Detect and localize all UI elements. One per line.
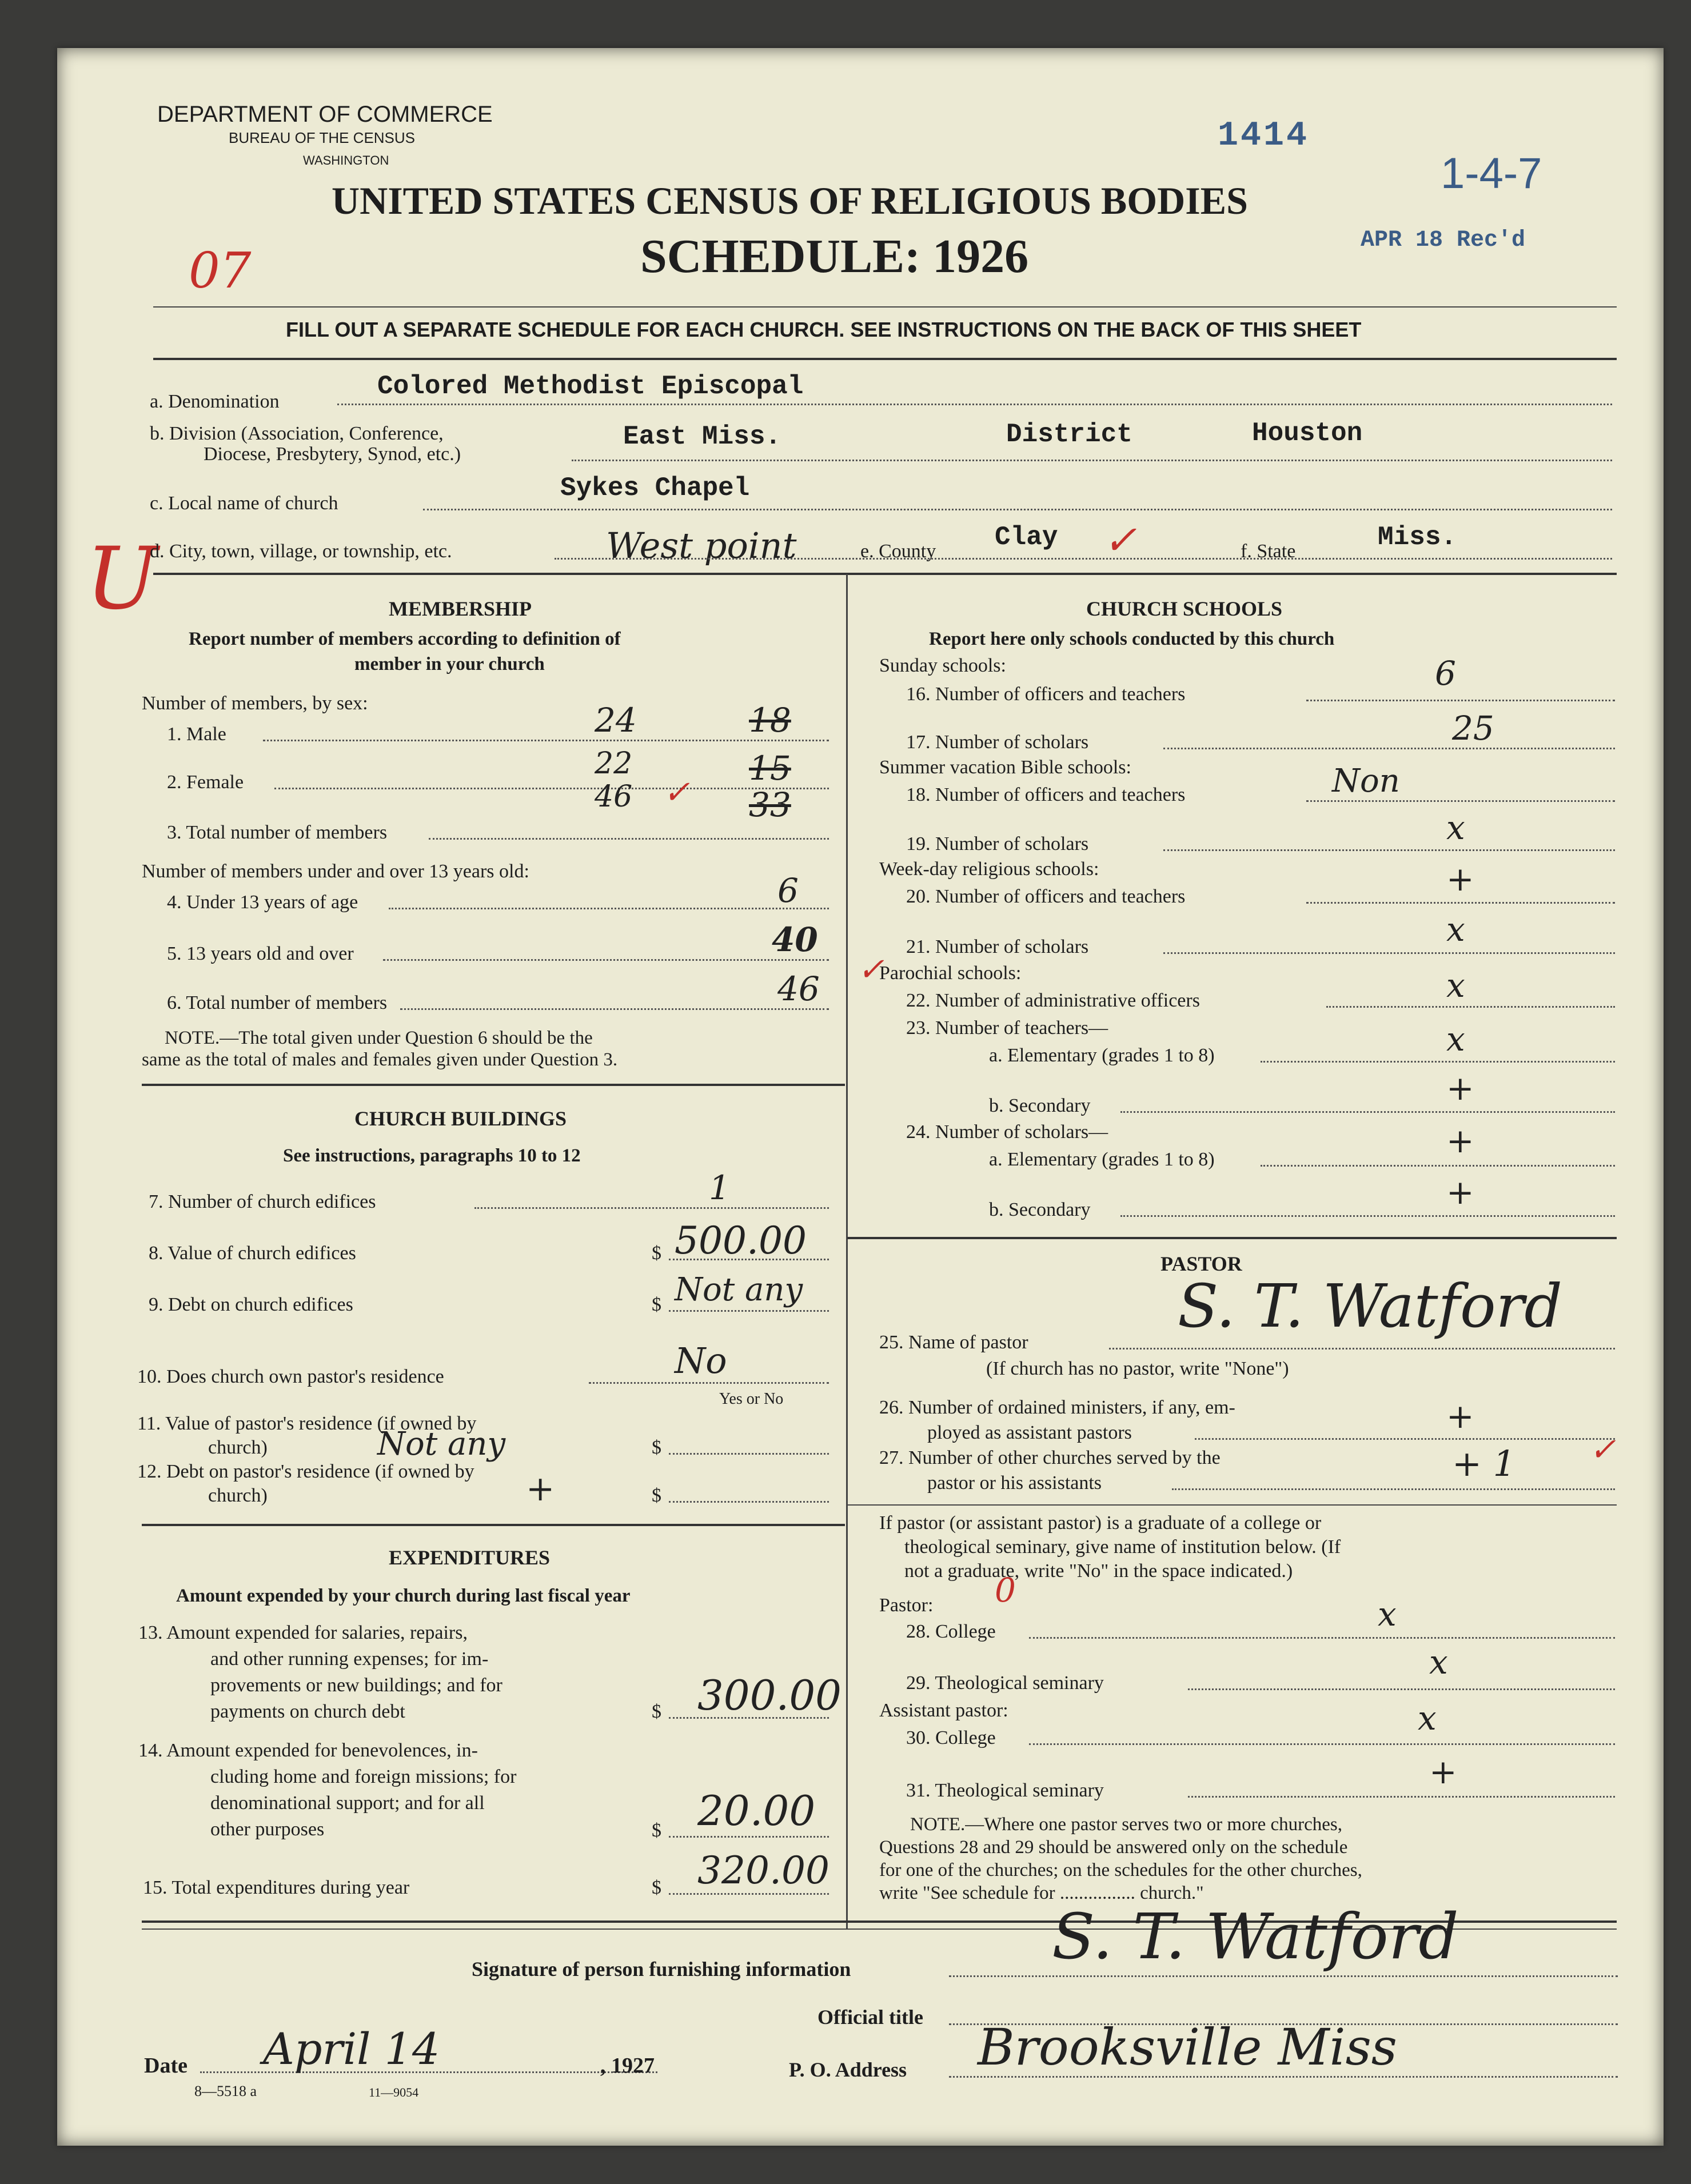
- q18-label: 18. Number of officers and teachers: [906, 784, 1186, 805]
- q3-old: 33: [749, 785, 791, 824]
- buildings-sub: See instructions, paragraphs 10 to 12: [283, 1145, 581, 1166]
- q25-value: S. T. Watford: [1178, 1271, 1562, 1341]
- q6-label: 6. Total number of members: [167, 992, 388, 1013]
- q4-value: 6: [777, 871, 799, 910]
- signature-value: S. T. Watford: [1052, 1900, 1459, 1973]
- q29-label: 29. Theological seminary: [906, 1672, 1104, 1694]
- q28-label: 28. College: [906, 1621, 996, 1642]
- q3-label: 3. Total number of members: [167, 822, 388, 843]
- division-label: b. Division (Association, Conference,: [150, 423, 444, 444]
- stamp-code: 1-4-7: [1441, 149, 1542, 198]
- date-label: Date: [144, 2054, 188, 2078]
- washington: WASHINGTON: [303, 153, 389, 167]
- q15-dollar: $: [652, 1877, 661, 1898]
- local-name-label: c. Local name of church: [150, 493, 338, 514]
- weekday-schools-label: Week-day religious schools:: [879, 859, 1099, 880]
- city-label: d. City, town, village, or township, etc.: [150, 541, 452, 562]
- schedule-title: SCHEDULE: 1926: [640, 230, 1029, 283]
- q19-label: 19. Number of scholars: [906, 833, 1089, 855]
- q14-label-3: denominational support; and for all: [210, 1792, 485, 1814]
- q30-label: 30. College: [906, 1727, 996, 1748]
- q2-old: 15: [749, 749, 791, 788]
- red-check-q3: ✓: [663, 774, 690, 811]
- pastor-title: PASTOR: [1160, 1252, 1242, 1275]
- graduate-text-3: not a graduate, write "No" in the space indicated.): [904, 1560, 1293, 1582]
- division-value: East Miss.: [623, 422, 781, 452]
- q10-label: 10. Does church own pastor's residence: [137, 1366, 444, 1387]
- instruction-line: FILL OUT A SEPARATE SCHEDULE FOR EACH CHURCH. SEE INSTRUCTIONS ON THE BACK OF THIS SHEET: [286, 318, 1362, 341]
- q25-note: (If church has no pastor, write "None"): [986, 1358, 1289, 1379]
- signature-label: Signature of person furnishing information: [472, 1958, 851, 1981]
- q5-value: 40: [772, 920, 818, 959]
- q12-label-2: church): [208, 1485, 268, 1506]
- membership-title: MEMBERSHIP: [389, 597, 532, 620]
- parochial-schools-label: Parochial schools:: [879, 963, 1022, 984]
- q10-value: No: [675, 1340, 727, 1382]
- official-title-label: Official title: [817, 2006, 923, 2029]
- age-label: Number of members under and over 13 years old:: [142, 861, 529, 882]
- q14-label-1: 14. Amount expended for benevolences, in-: [138, 1740, 478, 1761]
- county-value: Clay: [995, 522, 1058, 552]
- q24a-value: +: [1446, 1121, 1474, 1160]
- department: DEPARTMENT OF COMMERCE: [157, 102, 493, 127]
- q8-label: 8. Value of church edifices: [149, 1243, 356, 1264]
- schools-title: CHURCH SCHOOLS: [1086, 597, 1283, 620]
- form-number-1: 8—5518 a: [194, 2083, 257, 2099]
- q14-dollar: $: [652, 1820, 661, 1841]
- received-stamp: APR 18 Rec'd: [1361, 227, 1526, 253]
- q2-label: 2. Female: [167, 772, 244, 793]
- q13-label-2: and other running expenses; for im-: [210, 1648, 489, 1670]
- q1-old: 18: [749, 701, 791, 740]
- q12-label: 12. Debt on pastor's residence (if owned by: [137, 1461, 474, 1482]
- q16-value: 6: [1435, 654, 1456, 693]
- q24b-value: +: [1446, 1173, 1474, 1212]
- q23a-value: x: [1446, 1020, 1465, 1059]
- q13-label-3: provements or new buildings; and for: [210, 1675, 502, 1696]
- q22-label: 22. Number of administrative officers: [906, 990, 1200, 1011]
- sunday-schools-label: Sunday schools:: [879, 655, 1006, 676]
- q12-value: +: [526, 1469, 555, 1509]
- q4-label: 4. Under 13 years of age: [167, 892, 358, 913]
- q2-value: 22: [595, 746, 633, 781]
- pastor-note-2: Questions 28 and 29 should be answered only on the schedule: [879, 1837, 1348, 1858]
- county-label: e. County: [860, 541, 936, 562]
- form-number-2: 11—9054: [369, 2085, 419, 2099]
- assistant-pastor-label: Assistant pastor:: [879, 1700, 1008, 1721]
- graduate-text-2: theological seminary, give name of institution below. (If: [904, 1536, 1341, 1558]
- bureau: BUREAU OF THE CENSUS: [229, 129, 416, 146]
- q29-value: x: [1429, 1643, 1448, 1682]
- q9-value: Not any: [675, 1271, 803, 1308]
- q9-dollar: $: [652, 1294, 661, 1315]
- local-name-value: Sykes Chapel: [560, 473, 750, 503]
- q17-label: 17. Number of scholars: [906, 732, 1089, 753]
- denomination-value: Colored Methodist Episcopal: [377, 372, 804, 401]
- q23b-value: +: [1446, 1069, 1474, 1108]
- q23b-label: b. Secondary: [989, 1095, 1091, 1116]
- q14-label-2: cluding home and foreign missions; for: [210, 1766, 517, 1787]
- membership-sub-2: member in your church: [354, 654, 545, 674]
- q26-value: +: [1446, 1397, 1474, 1436]
- census-schedule-sheet: [57, 48, 1664, 2146]
- state-label: f. State: [1241, 541, 1296, 562]
- q8-value: 500.00: [675, 1219, 807, 1263]
- q6-value: 46: [777, 969, 820, 1008]
- yes-no-hint: Yes or No: [719, 1390, 784, 1408]
- summer-schools-label: Summer vacation Bible schools:: [879, 757, 1131, 778]
- q1-label: 1. Male: [167, 724, 226, 745]
- buildings-title: CHURCH BUILDINGS: [354, 1107, 567, 1130]
- denomination-label: a. Denomination: [150, 391, 280, 412]
- red-check-q27: ✓: [1589, 1431, 1616, 1468]
- q14-label-4: other purposes: [210, 1819, 325, 1840]
- red-u-mark: U: [86, 529, 158, 629]
- membership-note-1: NOTE.—The total given under Question 6 should be the: [165, 1028, 593, 1048]
- q13-label-1: 13. Amount expended for salaries, repairs,: [138, 1622, 468, 1643]
- q25-label: 25. Name of pastor: [879, 1332, 1028, 1353]
- form-title: UNITED STATES CENSUS OF RELIGIOUS BODIES: [332, 179, 1248, 222]
- q26-label-1: 26. Number of ordained ministers, if any, em-: [879, 1397, 1235, 1418]
- city-value: West point: [606, 525, 797, 566]
- division-district: District: [1006, 420, 1132, 449]
- q14-value: 20.00: [697, 1787, 816, 1835]
- q11-dollar: $: [652, 1437, 661, 1458]
- q21-label: 21. Number of scholars: [906, 936, 1089, 957]
- by-sex-label: Number of members, by sex:: [142, 693, 368, 714]
- q13-dollar: $: [652, 1701, 661, 1722]
- q24b-label: b. Secondary: [989, 1199, 1091, 1220]
- q17-value: 25: [1452, 709, 1494, 748]
- q18-value: Non: [1332, 762, 1400, 800]
- q23-label: 23. Number of teachers—: [906, 1017, 1108, 1039]
- stamp-number: 1414: [1218, 117, 1310, 155]
- q5-label: 5. 13 years old and over: [167, 943, 354, 964]
- q21-value: x: [1446, 910, 1465, 949]
- red-mark: 07: [189, 242, 252, 300]
- q13-label-4: payments on church debt: [210, 1701, 405, 1722]
- q31-value: +: [1429, 1752, 1457, 1791]
- q20-label: 20. Number of officers and teachers: [906, 886, 1186, 907]
- q16-label: 16. Number of officers and teachers: [906, 684, 1186, 705]
- pastor-note-3: for one of the churches; on the schedules for the other churches,: [879, 1860, 1362, 1880]
- pastor-sub-label: Pastor:: [879, 1595, 934, 1616]
- po-address-label: P. O. Address: [789, 2058, 907, 2081]
- q27-label-2: pastor or his assistants: [927, 1472, 1102, 1494]
- year-value: , 1927: [600, 2054, 655, 2078]
- membership-sub-1: Report number of members according to definition of: [189, 629, 621, 649]
- q1-value: 24: [595, 701, 637, 740]
- red-check-q6: ✓: [858, 951, 884, 988]
- q30-value: x: [1418, 1699, 1437, 1738]
- date-value: April 14: [263, 2023, 440, 2074]
- q3-new-total: 46: [595, 780, 633, 814]
- po-address-value: Brooksville Miss: [978, 2018, 1397, 2077]
- q20-value: +: [1446, 860, 1474, 899]
- q31-label: 31. Theological seminary: [906, 1780, 1104, 1801]
- q24a-label: a. Elementary (grades 1 to 8): [989, 1149, 1215, 1170]
- pastor-note-1: NOTE.—Where one pastor serves two or more churches,: [910, 1814, 1342, 1835]
- q27-value: + 1: [1452, 1443, 1516, 1484]
- division-label-2: Diocese, Presbytery, Synod, etc.): [204, 444, 461, 465]
- q7-label: 7. Number of church edifices: [149, 1191, 376, 1212]
- pastor-note-4: write "See schedule for ................ church.": [879, 1883, 1204, 1903]
- q22-value: x: [1446, 966, 1465, 1005]
- q13-value: 300.00: [697, 1671, 841, 1719]
- q11-label: 11. Value of pastor's residence (if owned by: [137, 1413, 477, 1434]
- q11-value: Not any: [377, 1426, 506, 1463]
- q19-value: x: [1446, 808, 1465, 847]
- expenditures-title: EXPENDITURES: [389, 1546, 551, 1569]
- q9-label: 9. Debt on church edifices: [149, 1294, 353, 1315]
- red-check-county: ✓: [1103, 517, 1137, 564]
- schools-sub: Report here only schools conducted by this church: [929, 629, 1335, 649]
- q23a-label: a. Elementary (grades 1 to 8): [989, 1045, 1215, 1066]
- q28-value: x: [1378, 1595, 1397, 1634]
- q24-label: 24. Number of scholars—: [906, 1121, 1108, 1143]
- q26-label-2: ployed as assistant pastors: [927, 1422, 1132, 1443]
- membership-note-2: same as the total of males and females given under Question 3.: [142, 1049, 618, 1070]
- q12-dollar: $: [652, 1485, 661, 1506]
- division-houston: Houston: [1252, 418, 1363, 448]
- expenditures-sub: Amount expended by your church during last fiscal year: [176, 1586, 631, 1606]
- graduate-text-1: If pastor (or assistant pastor) is a graduate of a college or: [879, 1512, 1322, 1534]
- q15-value: 320.00: [697, 1848, 829, 1892]
- pastor-red-zero: 0: [995, 1571, 1016, 1610]
- q7-value: 1: [709, 1168, 730, 1207]
- state-value: Miss.: [1378, 522, 1457, 552]
- q11-label-2: church): [208, 1437, 268, 1458]
- q27-label-1: 27. Number of other churches served by the: [879, 1447, 1221, 1468]
- q8-dollar: $: [652, 1243, 661, 1264]
- q15-label: 15. Total expenditures during year: [143, 1877, 410, 1898]
